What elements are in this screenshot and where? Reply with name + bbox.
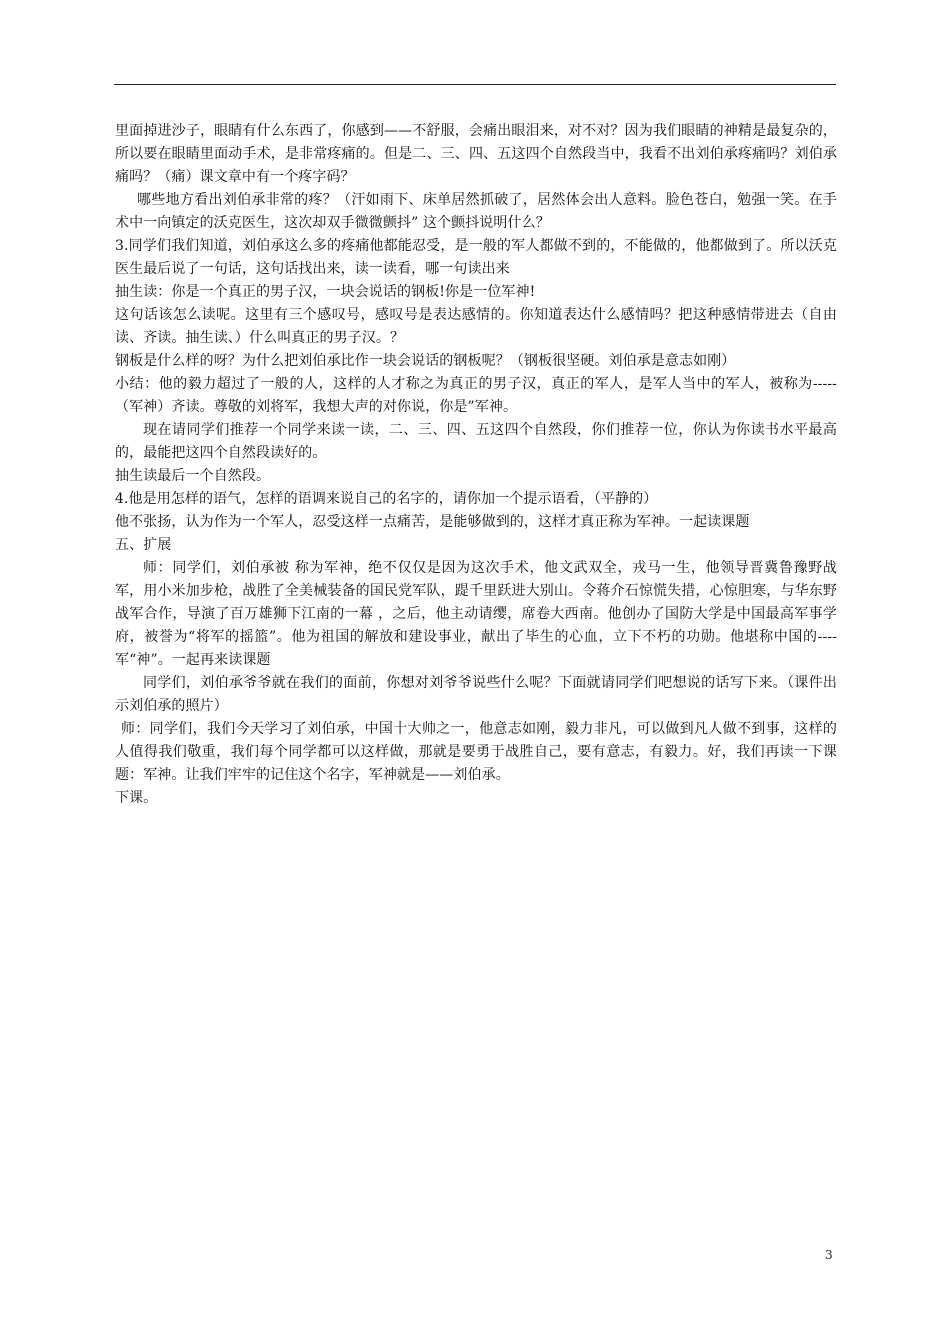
paragraph-last-section-reading: 抽生读最后一个自然段。 <box>115 468 271 484</box>
paragraph-summary: 小结：他的毅力超过了一般的人，这样的人才称之为真正的男子汉，真正的军人，是军人当中的军人，被称为-----（军神）齐读。尊敬的刘将军，我想大声的对你说，你是”军神。 <box>115 376 837 415</box>
paragraph-where-pain-shown: 哪些地方看出刘伯承非常的疼？（汗如雨下、床单居然抓破了，居然体会出人意料。脸色苍白，勉强一笑。在手术中一向镇定的沃克医生，这次却双手微微颤抖” 这个颤抖说明什么？ <box>115 192 837 231</box>
page-number: 3 <box>825 1248 833 1262</box>
header-rule <box>114 84 836 85</box>
paragraph-exclamation-marks: 这句话该怎么读呢。这里有三个感叹号，感叹号是表达感情的。你知道表达什么感情吗？把这种感情带进去（自由读、齐读。抽生读、）什么叫真正的男子汉。？ <box>115 307 837 346</box>
paragraph-doctor-final-words: 3.同学们我们知道，刘伯承这么多的疼痛他都能忍受，是一般的军人都做不到的，不能做的，他都做到了。所以沃克医生最后说了一句话，这句话找出来，读一读看，哪一句读出来 <box>115 238 837 277</box>
paragraph-steel-plate: 钢板是什么样的呀？为什么把刘伯承比作一块会说话的钢板呢？（钢板很坚硬。刘伯承是意志如刚） <box>115 353 736 369</box>
paragraph-tone-question: 4.他是用怎样的语气，怎样的语调来说自己的名字的，请你加一个提示语看，（平静的） <box>115 491 658 507</box>
document-body <box>115 120 837 810</box>
paragraph-teacher-closing: 师：同学们，我们今天学习了刘伯承，中国十大帅之一，他意志如刚，毅力非凡，可以做到凡人做不到事，这样的人值得我们敬重，我们每个同学都可以这样做，那就是要勇于战胜自己，要有意志，有毅力。好，我们再读一下课题：军神。让我们牢牢的记住这个名字，军神就是——刘伯承。 <box>115 721 837 783</box>
paragraph-eye-surgery-pain: 里面掉进沙子，眼睛有什么东西了，你感到——不舒服，会痛出眼泪来，对不对？因为我们眼睛的神精是最复杂的，所以要在眼睛里面动手术，是非常疼痛的。但是二、三、四、五这四个自然段当中，我看不出刘伯承疼痛吗？刘伯承痛吗？（痛）课文章中有一个疼字码？ <box>115 123 837 185</box>
paragraph-class-dismissed: 下课。 <box>115 790 158 806</box>
paragraph-student-reading: 抽生读：你是一个真正的男子汉，一块会说话的钢板!你是一位军神! <box>115 284 536 300</box>
paragraph-not-boastful: 他不张扬，认为作为一个军人，忍受这样一点痛苦，是能够做到的，这样才真正称为军神。一起读课题 <box>115 514 750 530</box>
paragraph-recommend-reader: 现在请同学们推荐一个同学来读一读，二、三、四、五这四个自然段，你们推荐一位，你认为你读书水平最高的，最能把这四个自然段读好的。 <box>115 422 837 461</box>
section-heading-extension: 五、扩展 <box>115 537 172 553</box>
paragraph-teacher-biography: 师：同学们，刘伯承被 称为军神，绝不仅仅是因为这次手术，他文武双全，戎马一生，他领导晋冀鲁豫野战军，用小米加步枪，战胜了全美械装备的国民党军队，踶千里跃进大别山。令蒋介石惊慌失措，心惊胆寒，与华东野战军合作，导演了百万雄狮下江南的一幕 ，之后，他主动请缨，席卷大西南。他创办了国防大学是中国最高军事学府，被誉为“将军的摇篮”。他为祖国的解放和建设事业，献出了毕生的心血，立下不朽的功勋。他堪称中国的----军“神”。一起再来读课题 <box>115 560 837 668</box>
paragraph-write-to-liu: 同学们，刘伯承爷爷就在我们的面前，你想对刘爷爷说些什么呢？下面就请同学们吧想说的话写下来。（课件出示刘伯承的照片） <box>115 675 837 714</box>
